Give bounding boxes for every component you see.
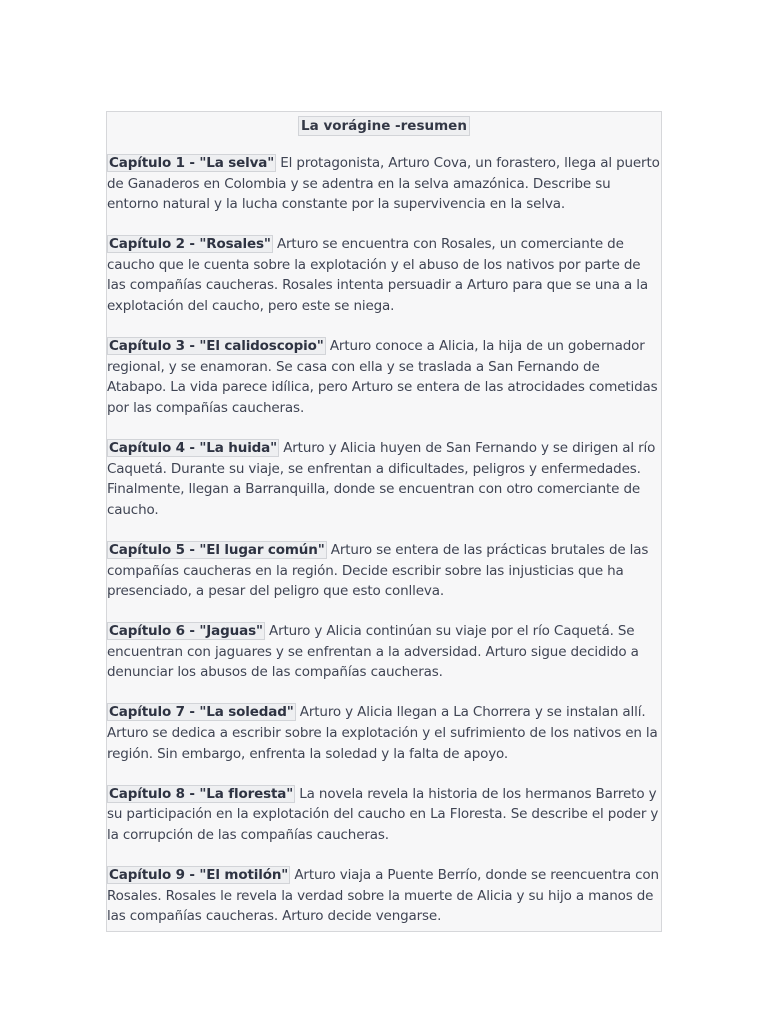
chapter-paragraph	[107, 784, 660, 846]
chapter-list	[107, 153, 660, 946]
document-page	[106, 111, 662, 932]
chapter-heading: Capítulo 9 - "El motilón"	[109, 867, 289, 884]
document-title: La vorágine -resumen	[298, 116, 470, 136]
chapter-heading: Capítulo 2 - "Rosales"	[109, 236, 271, 253]
chapter-heading: Capítulo 7 - "La soledad"	[109, 704, 294, 721]
chapter-text: Arturo se encuentra con Rosales, un comerciante de caucho que le cuenta sobre la explotación y el abuso de los nativos por parte de las compañías caucheras. Rosales intenta persuadir a Arturo para que se una a la explotación del caucho, pero este se niega.	[107, 236, 648, 315]
chapter-heading: Capítulo 8 - "La floresta"	[109, 785, 294, 802]
chapter-text: Arturo y Alicia huyen de San Fernando y se dirigen al río Caquetá. Durante su viaje, se enfrentan a dificultades, peligros y enfermedades. Finalmente, llegan a Barranquilla, donde se encuentran con otro comerciante de caucho.	[107, 440, 656, 518]
chapter-heading: Capítulo 4 - "La huida"	[109, 440, 278, 457]
chapter-text: Arturo y Alicia llegan a La Chorrera y se instalan allí. Arturo se dedica a escribir sobre la explotación y el sufrimiento de los nativos en la región. Sin embargo, enfrenta la soledad y la falta de apoyo.	[107, 704, 658, 762]
chapter-heading: Capítulo 5 - "El lugar común"	[109, 541, 325, 558]
chapter-paragraph	[107, 438, 660, 520]
chapter-paragraph	[107, 336, 660, 418]
chapter-text: Arturo se entera de las prácticas brutales de las compañías caucheras en la región. Decide escribir sobre las injusticias que ha presenciado, a pesar del peligro que esto conlleva.	[107, 541, 649, 600]
chapter-paragraph	[107, 153, 660, 215]
chapter-text: La novela revela la historia de los hermanos Barreto y su participación en la explotación del caucho en La Floresta. Se describe el poder y la corrupción de las compañías caucheras.	[107, 785, 659, 843]
chapter-paragraph	[107, 702, 660, 764]
title-row	[107, 115, 661, 135]
chapter-heading: Capítulo 6 - "Jaguas"	[109, 623, 263, 640]
chapter-paragraph	[107, 234, 660, 316]
chapter-text: Arturo viaja a Puente Berrío, donde se reencuentra con Rosales. Rosales le revela la verdad sobre la muerte de Alicia y su hijo a manos de las compañías caucheras. Arturo decide vengarse.	[107, 867, 659, 925]
chapter-text: Arturo conoce a Alicia, la hija de un gobernador regional, y se enamoran. Se casa con ella y se traslada a San Fernando de Atabapo. La vida parece idílica, pero Arturo se entera de las atrocidades cometidas por las compañías caucheras.	[107, 338, 658, 416]
chapter-heading: Capítulo 1 - "La selva"	[109, 155, 275, 171]
chapter-paragraph	[107, 865, 660, 927]
chapter-text: Arturo y Alicia continúan su viaje por el río Caquetá. Se encuentran con jaguares y se enfrentan a la adversidad. Arturo sigue decidido a denunciar los abusos de las compañías caucheras.	[107, 623, 639, 681]
chapter-heading: Capítulo 3 - "El calidoscopio"	[109, 338, 324, 355]
chapter-text: El protagonista, Arturo Cova, un forastero, llega al puerto de Ganaderos en Colombia y se adentra en la selva amazónica. Describe su entorno natural y la lucha constante por la supervivencia en la selva.	[107, 155, 660, 213]
chapter-paragraph	[107, 540, 660, 602]
chapter-paragraph	[107, 621, 660, 683]
